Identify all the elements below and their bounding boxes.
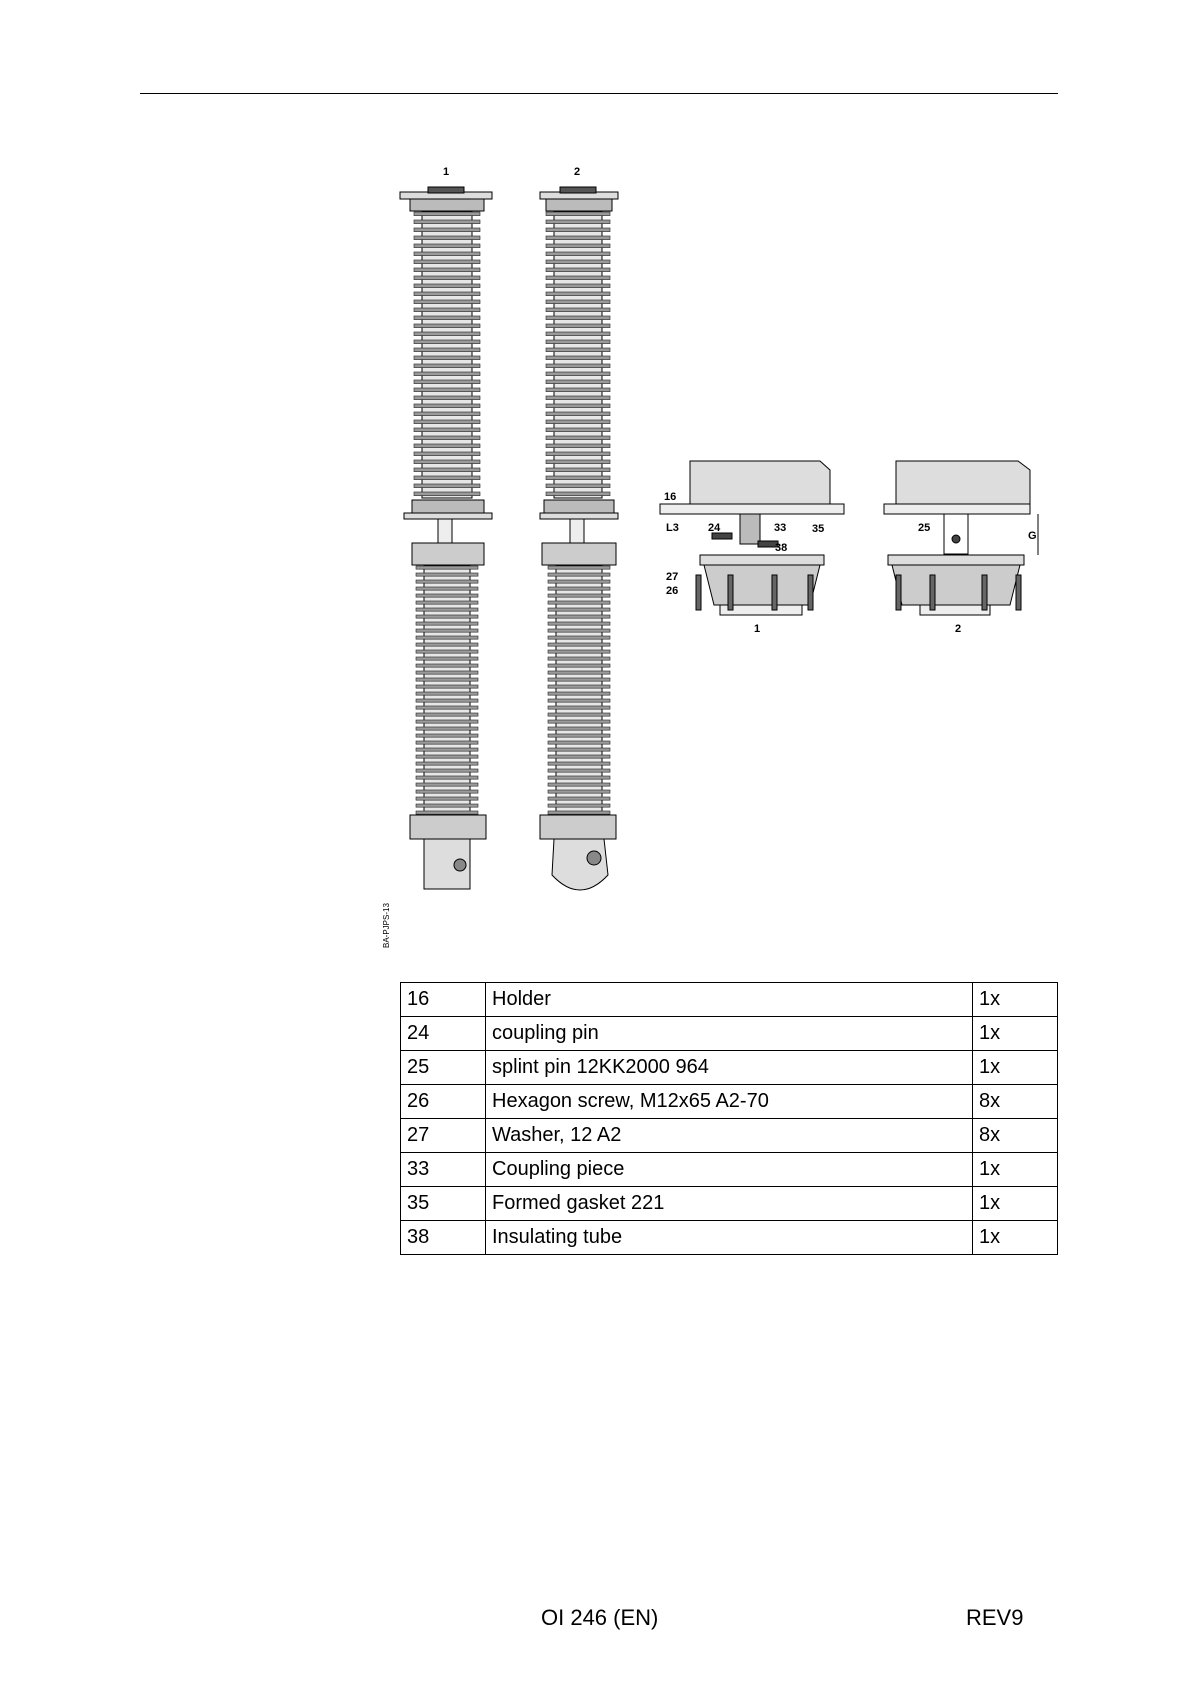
- table-row: [401, 1017, 1058, 1051]
- part-description: coupling pin: [486, 1017, 973, 1051]
- table-row: [401, 1051, 1058, 1085]
- part-number: 25: [401, 1051, 486, 1085]
- part-description: Hexagon screw, M12x65 A2-70: [486, 1085, 973, 1119]
- callout-G: G: [1028, 530, 1037, 542]
- part-number: 33: [401, 1153, 486, 1187]
- part-quantity: 1x: [973, 1017, 1058, 1051]
- part-number: 26: [401, 1085, 486, 1119]
- table-row: [401, 1119, 1058, 1153]
- part-description: Holder: [486, 983, 973, 1017]
- part-quantity: 8x: [973, 1119, 1058, 1153]
- table-row: [401, 1221, 1058, 1255]
- callout-24: 24: [708, 522, 721, 534]
- part-description: Insulating tube: [486, 1221, 973, 1255]
- detail-views: [660, 461, 1038, 635]
- detail-view-1-label: 1: [753, 623, 761, 635]
- part-quantity: 1x: [973, 983, 1058, 1017]
- table-row: [401, 1085, 1058, 1119]
- part-number: 27: [401, 1119, 486, 1153]
- part-quantity: 8x: [973, 1085, 1058, 1119]
- callout-L3: L3: [666, 522, 679, 534]
- part-description: Coupling piece: [486, 1153, 973, 1187]
- callout-27: 27: [666, 571, 679, 583]
- part-quantity: 1x: [973, 1153, 1058, 1187]
- part-description: Washer, 12 A2: [486, 1119, 973, 1153]
- part-description: Formed gasket 221: [486, 1187, 973, 1221]
- callout-26: 26: [666, 585, 679, 597]
- callout-33: 33: [774, 522, 787, 534]
- footer-doc-id: OI 246 (EN): [541, 1605, 659, 1630]
- part-quantity: 1x: [973, 1051, 1058, 1085]
- part-number: 16: [401, 983, 486, 1017]
- part-description: splint pin 12KK2000 964: [486, 1051, 973, 1085]
- left-bushing-views: [400, 166, 618, 890]
- callout-35: 35: [812, 523, 825, 535]
- detail-view-2-label: 2: [954, 623, 962, 635]
- table-row: [401, 983, 1058, 1017]
- table-row: [401, 1153, 1058, 1187]
- part-number: 38: [401, 1221, 486, 1255]
- callout-38: 38: [775, 542, 788, 554]
- callout-25: 25: [918, 522, 931, 534]
- part-number: 24: [401, 1017, 486, 1051]
- view-2-label: 2: [573, 166, 581, 178]
- part-quantity: 1x: [973, 1221, 1058, 1255]
- part-quantity: 1x: [973, 1187, 1058, 1221]
- footer-revision: REV9: [966, 1605, 1024, 1630]
- table-row: [401, 1187, 1058, 1221]
- part-number: 35: [401, 1187, 486, 1221]
- view-1-label: 1: [442, 166, 450, 178]
- callout-16: 16: [664, 491, 677, 503]
- figure-code: BA-PJPS-13: [382, 903, 391, 948]
- parts-table: [400, 982, 1058, 1255]
